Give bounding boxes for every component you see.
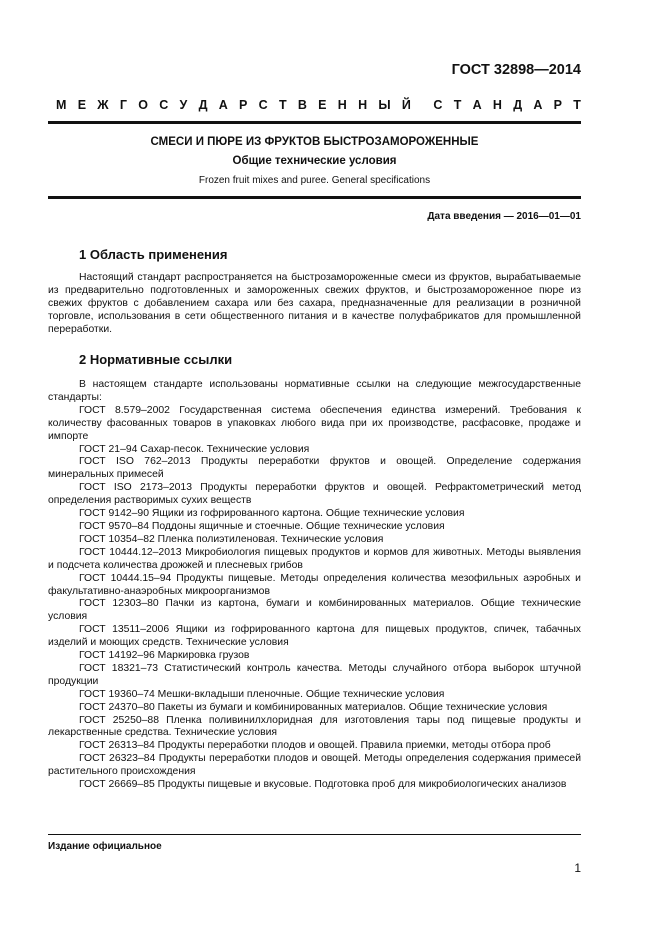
banner-letter: Г bbox=[119, 98, 127, 112]
section-2-body bbox=[48, 379, 581, 792]
banner-letter: В bbox=[297, 98, 307, 112]
section2-paragraph: ГОСТ 9570–84 Поддоны ящичные и стоечные. Общие технические условия bbox=[79, 520, 445, 532]
section2-paragraph: ГОСТ 10354–82 Пленка полиэтиленовая. Технические условия bbox=[79, 533, 384, 545]
interstate-standard-banner bbox=[56, 98, 581, 112]
section-2-heading: 2 Нормативные ссылки bbox=[79, 352, 233, 367]
section2-paragraph: ГОСТ 19360–74 Мешки-вкладыши пленочные. Общие технические условия bbox=[79, 688, 445, 700]
banner-letter: У bbox=[179, 98, 188, 112]
banner-letter: Р bbox=[239, 98, 248, 112]
section2-paragraph: ГОСТ 26323–84 Продукты переработки плодов и овощей. Методы определения содержания примесей растительного происхождения bbox=[48, 753, 581, 778]
section2-paragraph: ГОСТ 21–94 Сахар-песок. Технические условия bbox=[79, 443, 310, 455]
banner-letter: Е bbox=[77, 98, 87, 112]
banner-letter: М bbox=[56, 98, 67, 112]
document-subtitle: Общие технические условия bbox=[232, 155, 397, 167]
banner-letter: Й bbox=[401, 98, 411, 112]
banner-letter: О bbox=[138, 98, 148, 112]
section2-paragraph: ГОСТ 14192–96 Маркировка грузов bbox=[79, 650, 250, 662]
banner-letter: Ж bbox=[97, 98, 109, 112]
title-rule bbox=[48, 196, 581, 199]
banner-letter: Д bbox=[198, 98, 208, 112]
banner-letter: С bbox=[258, 98, 268, 112]
section-1-heading: 1 Область применения bbox=[79, 247, 228, 262]
banner-letter: Н bbox=[492, 98, 502, 112]
banner-letter: Д bbox=[513, 98, 523, 112]
gost-number: ГОСТ 32898—2014 bbox=[451, 62, 581, 78]
section2-paragraph: ГОСТ ISO 762–2013 Продукты переработки фруктов и овощей. Определение содержания минеральных примесей bbox=[48, 456, 581, 481]
section1-paragraph: Настоящий стандарт распространяется на быстрозамороженные смеси из фруктов, вырабатываемые из предварительно подготовленных и замороженных свежих фруктов, и быстрозамороженное пюре из свежих фруктов с добавлением сахара или без сахара, предназначенные для реализации в розничной торговле, использования в сети общественного питания и в качестве полуфабрикатов для промышленной переработки. bbox=[48, 272, 581, 335]
section2-paragraph: ГОСТ 26313–84 Продукты переработки плодов и овощей. Правила приемки, методы отбора проб bbox=[79, 740, 551, 752]
introduction-date: Дата введения — 2016—01—01 bbox=[427, 211, 581, 222]
section2-paragraph: ГОСТ 13511–2006 Ящики из гофрированного картона для пищевых продуктов, спичек, табачных изделий и моющих средств. Технические условия bbox=[48, 624, 581, 649]
section2-paragraph: ГОСТ 8.579–2002 Государственная система обеспечения единства измерений. Требования к количеству фасованных товаров в упаковках любого вида при их производстве, расфасовке, продаже и импорте bbox=[48, 404, 581, 442]
header-rule bbox=[48, 121, 581, 124]
banner-letter: Р bbox=[553, 98, 562, 112]
banner-letter: Н bbox=[358, 98, 368, 112]
banner-letter: Т bbox=[573, 98, 581, 112]
banner-letter: Ы bbox=[378, 98, 391, 112]
section2-paragraph: ГОСТ 24370–80 Пакеты из бумаги и комбинированных материалов. Общие технические условия bbox=[79, 701, 548, 713]
section-1-body bbox=[48, 272, 581, 337]
section2-paragraph: ГОСТ 26669–85 Продукты пищевые и вкусовые. Подготовка проб для микробиологических анализов bbox=[79, 779, 567, 791]
section2-paragraph: ГОСТ 10444.12–2013 Микробиология пищевых продуктов и кормов для животных. Методы выявления и подсчета количества дрожжей и плесневых грибов bbox=[48, 546, 581, 571]
banner-letter: Т bbox=[278, 98, 287, 112]
section2-paragraph: ГОСТ 18321–73 Статистический контроль качества. Методы случайного отбора выборок штучной продукции bbox=[48, 662, 581, 687]
section2-paragraph: ГОСТ 12303–80 Пачки из картона, бумаги и комбинированных материалов. Общие технические условия bbox=[48, 598, 581, 623]
edition-note: Издание официальное bbox=[48, 841, 162, 852]
section2-paragraph: ГОСТ 9142–90 Ящики из гофрированного картона. Общие технические условия bbox=[79, 508, 465, 520]
footer-rule bbox=[48, 834, 581, 835]
banner-letter: А bbox=[533, 98, 543, 112]
banner-letter: С bbox=[433, 98, 443, 112]
banner-letter: Т bbox=[453, 98, 462, 112]
banner-letter: А bbox=[218, 98, 228, 112]
banner-letter: Н bbox=[337, 98, 347, 112]
page-number: 1 bbox=[574, 861, 581, 875]
banner-letter: Е bbox=[318, 98, 327, 112]
section2-paragraph: В настоящем стандарте использованы нормативные ссылки на следующие межгосударственные стандарты: bbox=[48, 379, 581, 403]
section2-paragraph: ГОСТ ISO 2173–2013 Продукты переработки фруктов и овощей. Рефрактометрический метод определения растворимых сухих веществ bbox=[48, 482, 581, 507]
english-title: Frozen fruit mixes and puree. General specifications bbox=[198, 175, 431, 186]
section2-paragraph: ГОСТ 10444.15–94 Продукты пищевые. Методы определения количества мезофильных аэробных и факультативно-анаэробных микроорганизмов bbox=[48, 572, 581, 597]
banner-letter: А bbox=[472, 98, 482, 112]
document-title: СМЕСИ И ПЮРЕ ИЗ ФРУКТОВ БЫСТРОЗАМОРОЖЕННЫЕ bbox=[150, 136, 479, 148]
section2-paragraph: ГОСТ 25250–88 Пленка поливинилхлоридная для изготовления тары под пищевые продукты и лекарственные средства. Технические условия bbox=[48, 714, 581, 739]
banner-letter: С bbox=[159, 98, 169, 112]
